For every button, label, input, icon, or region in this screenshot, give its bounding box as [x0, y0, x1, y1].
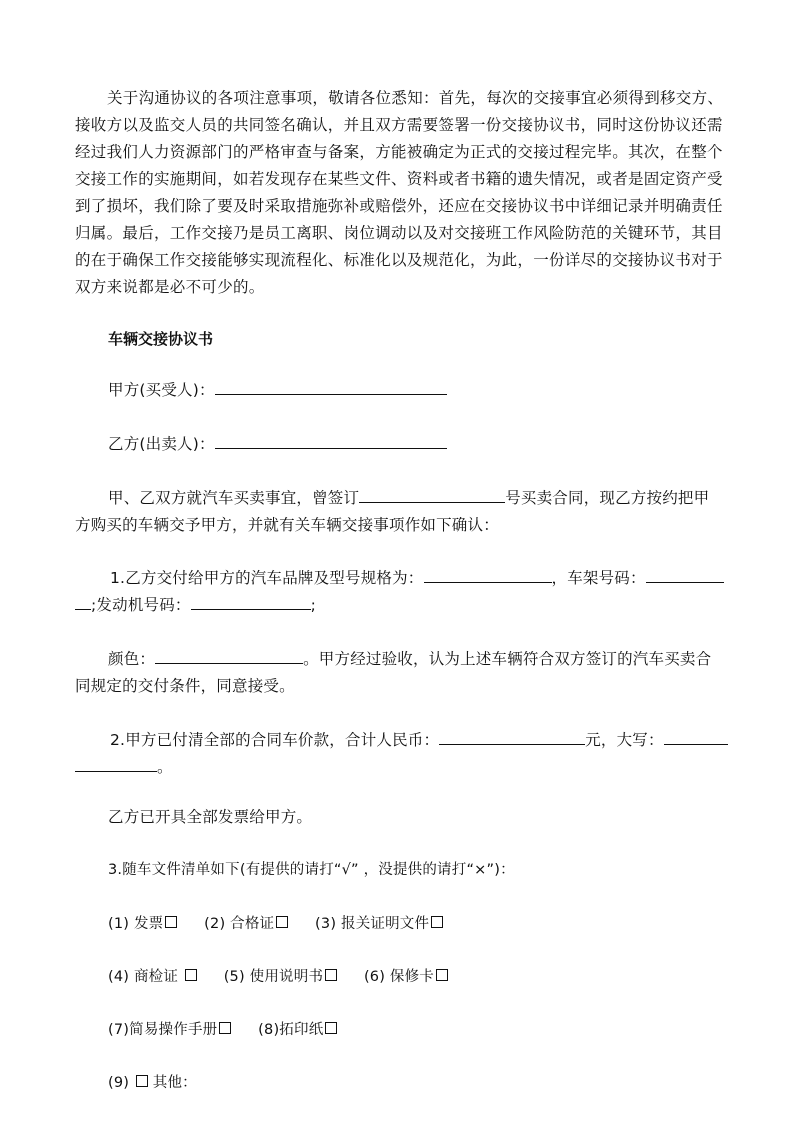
party-b-line — [108, 431, 773, 458]
engine-number-blank[interactable] — [191, 593, 311, 610]
checkbox[interactable] — [436, 969, 448, 981]
party-a-label: 甲方(买受人)： — [108, 381, 215, 399]
checkbox[interactable] — [136, 1075, 148, 1087]
documents-row-4 — [108, 1070, 773, 1097]
clause1-line2 — [75, 592, 740, 619]
color-line2: 同规定的交付条件，同意接受。 — [75, 677, 295, 695]
other-label: 其他： — [152, 1075, 197, 1091]
price-label: 2.甲方已付清全部的合同车价款，合计人民币： — [110, 731, 440, 749]
clause-intro-after: 号买卖合同，现乙方按约把甲 — [505, 489, 710, 507]
document-item: (2) 合格证 — [204, 911, 288, 938]
clause2-line1 — [110, 727, 775, 754]
document-item: (3) 报关证明文件 — [315, 911, 443, 938]
vin-label: ，车架号码： — [551, 569, 646, 587]
clause-intro-line1 — [108, 485, 773, 512]
color-blank[interactable] — [155, 647, 303, 664]
engine-number-label: ;发动机号码： — [91, 596, 191, 614]
document-title: 车辆交接协议书 — [108, 330, 214, 348]
checkbox[interactable] — [185, 969, 197, 981]
documents-row-1 — [108, 911, 773, 938]
price-blank[interactable] — [439, 728, 585, 745]
document-item-num: (9) — [108, 1075, 130, 1091]
clause3-heading: 3.随车文件清单如下(有提供的请打“√” ，没提供的请打“×”)： — [108, 862, 515, 878]
clause-intro-line2: 方购买的车辆交予甲方，并就有关车辆交接事项作如下确认： — [75, 516, 499, 534]
engine-number-end: ; — [310, 596, 317, 614]
party-b-label: 乙方(出卖人)： — [108, 435, 215, 453]
checkbox[interactable] — [276, 916, 288, 928]
intro-paragraph: 关于沟通协议的各项注意事项，敬请各位悉知：首先，每次的交接事宜必须得到移交方、接收方以及监交人员的共同签名确认，并且双方需要签署一份交接协议书，同时这份协议还需经过我们人力资源部门的严格审查与备案，方能被确定为正式的交接过程完毕。其次，在整个交接工作的实施期间，如若发现存在某些文件、资料或者书籍的遗失情况，或者是固定资产受到了损坏，我们除了要及时采取措施弥补或赔偿外，还应在交接协议书中详细记录并明确责任归属。最后，工作交接乃是员工离职、岗位调动以及对交接班工作风险防范的关键环节，其目的在于确保工作交接能够实现流程化、标准化以及规范化，为此，一份详尽的交接协议书对于双方来说都是必不可少的。 — [75, 89, 724, 296]
document-item: (5) 使用说明书 — [224, 964, 337, 991]
vin-blank-2[interactable] — [75, 593, 91, 610]
checkbox[interactable] — [325, 1022, 337, 1034]
document-item: (4) 商检证 — [108, 964, 197, 991]
invoice-line: 乙方已开具全部发票给甲方。 — [108, 808, 313, 826]
document-item: (8)拓印纸 — [258, 1017, 337, 1044]
document-item: (7)简易操作手册 — [108, 1017, 231, 1044]
clause-intro-text: 甲、乙双方就汽车买卖事宜，曾签订 — [108, 489, 360, 507]
documents-row-2 — [108, 964, 773, 991]
color-after: 。甲方经过验收，认为上述车辆符合双方签订的汽车买卖合 — [303, 650, 712, 668]
party-a-line — [108, 377, 773, 404]
checkbox[interactable] — [165, 916, 177, 928]
party-b-blank[interactable] — [215, 432, 447, 449]
party-a-blank[interactable] — [215, 378, 447, 395]
price-words-label: 元，大写： — [585, 731, 664, 749]
document-item: (6) 保修卡 — [364, 964, 448, 991]
checkbox[interactable] — [431, 916, 443, 928]
clause2-end: 。 — [157, 758, 173, 776]
checkbox[interactable] — [219, 1022, 231, 1034]
price-words-blank-2[interactable] — [75, 755, 157, 772]
color-label: 颜色： — [108, 650, 156, 668]
vin-blank-1[interactable] — [646, 566, 724, 583]
price-words-blank-1[interactable] — [664, 728, 728, 745]
clause2-line2 — [75, 754, 740, 781]
contract-number-blank[interactable] — [359, 486, 505, 503]
color-line1 — [108, 646, 773, 673]
documents-row-3 — [108, 1017, 773, 1044]
clause1-line1 — [110, 565, 775, 592]
clause1-brand-label: 1.乙方交付给甲方的汽车品牌及型号规格为： — [110, 569, 424, 587]
brand-model-blank[interactable] — [424, 566, 552, 583]
checkbox[interactable] — [325, 969, 337, 981]
document-item: (1) 发票 — [108, 911, 177, 938]
